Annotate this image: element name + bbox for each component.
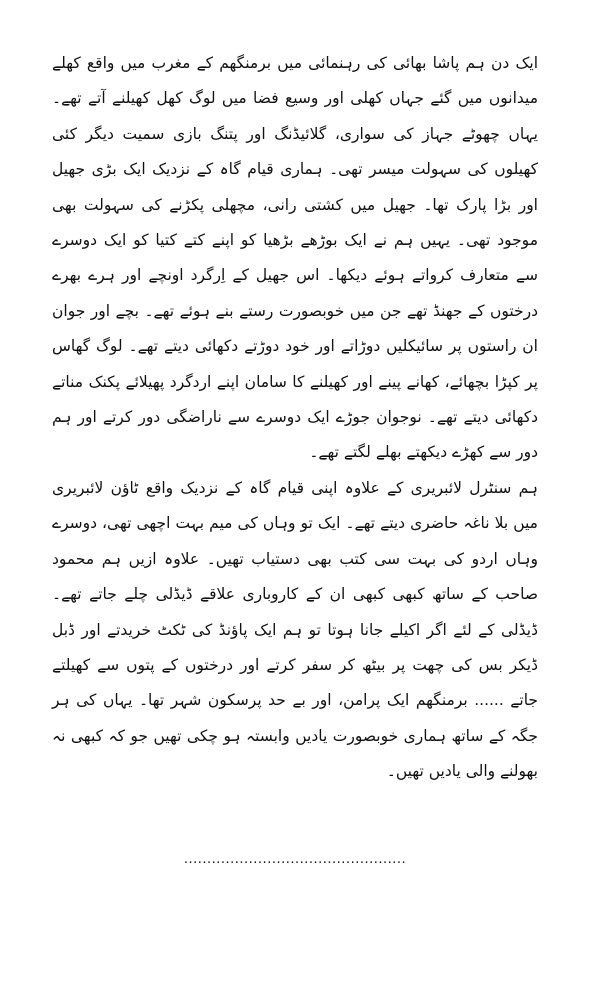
section-divider-dots: ................................................ xyxy=(183,852,407,867)
paragraph-libraries-and-dudley: ہم سنٹرل لائبریری کے علاوہ اپنی قیام گاہ کے نزدیک واقع ٹاؤن لائبریری میں بلا ناغہ حاضری دیتے تھے۔ ایک تو وہاں کی میم بہت اچھی تھی، دوسرے وہاں اردو کی بہت سی کتب بھی دستیاب تھیں۔ علاوہ ازیں ہم محمود صاحب کے ساتھ کبھی کبھی ان کے کاروباری علاقے ڈیڈلی چلے جاتے تھے۔ ڈیڈلی کے لئے اگر اکیلے جانا ہوتا تو ہم ایک پاؤنڈ کی ٹکٹ خریدتے اور ڈبل ڈیکر بس کی چھت پر بیٹھ کر سفر کرتے اور درختوں کے پتوں سے کھیلتے جاتے ...... برمنگھم ایک پرامن، اور بے حد پرسکون شہر تھا۔ یہاں کی ہر جگہ کے ساتھ ہماری خوبصورت یادیں وابستہ ہو چکی تھیں جو کہ کبھی نہ بھولنے والی یادیں تھیں۔ xyxy=(52,478,538,781)
paragraph-birmingham-outings: ایک دن ہم پاشا بھائی کی رہنمائی میں برمنگھم کے مغرب میں واقع کھلے میدانوں میں گئے جہاں کھلی اور وسیع فضا میں لوگ کھل کھیلنے آتے تھے۔ یہاں چھوٹے جہاز کی سواری، گلائیڈنگ اور پتنگ بازی سمیت دیگر کئی کھیلوں کی سہولت میسر تھی۔ ہماری قیام گاہ کے نزدیک ایک بڑی جھیل اور بڑا پارک تھا۔ جھیل میں کشتی رانی، مچھلی پکڑنے کی سہولت بھی موجود تھی۔ یہیں ہم نے ایک بوڑھے بڑھیا کو اپنے کتے کتیا کو ایک دوسرے سے متعارف کرواتے ہوئے دیکھا۔ اس جھیل کے اِرگرد اونچے اور ہرے بھرے درختوں کے جھنڈ تھے جن میں خوبصورت رستے بنے ہوئے تھے۔ بچے اور جوان ان راستوں پر سائیکلیں دوڑاتے اور خود دوڑتے دکھائی دیتے تھے۔ لوگ گھاس پر کپڑا بچھائے، کھانے پینے اور کھیلنے کا سامان اپنے اردگرد پھیلائے پکنک مناتے دکھائی دیتے تھے۔ نوجوان جوڑے ایک دوسرے سے ناراضگی دور کرتے اور ہم دور سے کھڑے دیکھتے بھلے لگتے تھے۔ xyxy=(52,54,538,462)
article-body xyxy=(52,46,538,790)
